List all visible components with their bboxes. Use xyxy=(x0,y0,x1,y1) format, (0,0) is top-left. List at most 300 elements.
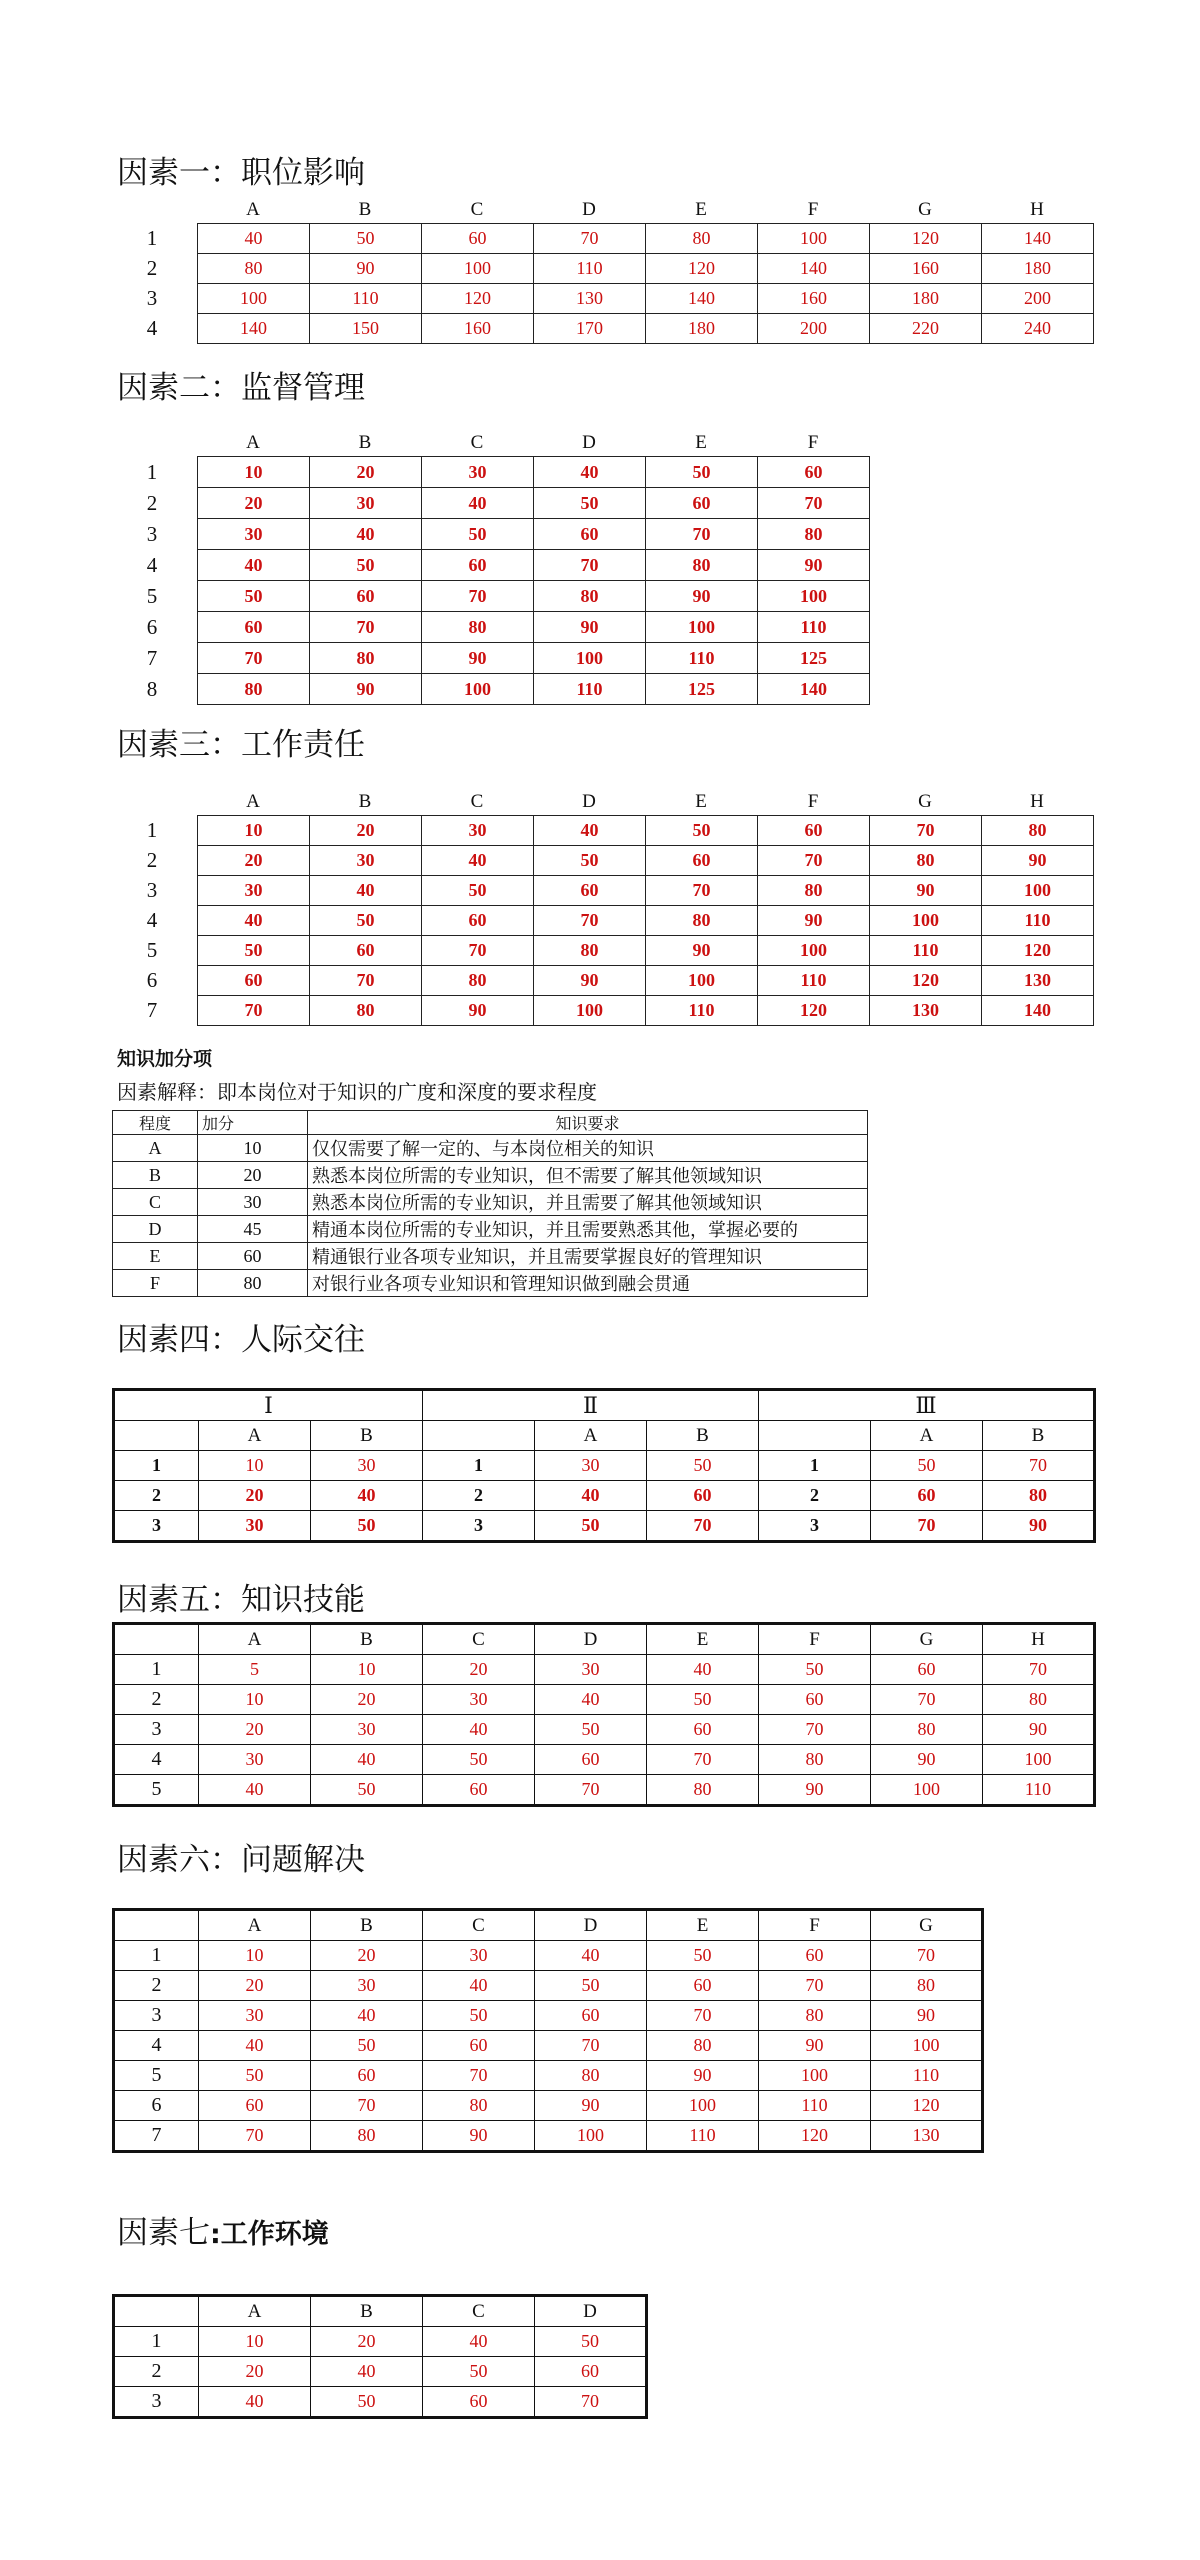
table-cell: 10 xyxy=(198,457,310,488)
factor4-sub-header: B xyxy=(647,1421,759,1451)
table-row xyxy=(113,1135,868,1162)
table-row xyxy=(198,936,1094,966)
table-cell: 80 xyxy=(646,224,758,254)
table-cell: 120 xyxy=(982,936,1094,966)
table-cell: 20 xyxy=(310,457,422,488)
table-cell: 100 xyxy=(646,966,758,996)
table-row xyxy=(114,1685,1095,1715)
table-row xyxy=(114,1941,983,1971)
table-cell: 120 xyxy=(646,254,758,284)
table-cell: 100 xyxy=(758,224,870,254)
table-cell: 110 xyxy=(982,906,1094,936)
f2-col-header: E xyxy=(695,432,707,453)
table-cell: 90 xyxy=(646,581,758,612)
f6-table xyxy=(112,1908,984,2153)
table-cell: 70 xyxy=(983,1655,1095,1685)
table-cell: A xyxy=(113,1135,198,1162)
table-cell: 30 xyxy=(199,1511,311,1542)
table-cell: 70 xyxy=(983,1451,1095,1481)
factor4-title: 因素四：人际交往 xyxy=(117,1322,365,1357)
table-cell: 70 xyxy=(758,488,870,519)
table-cell: 60 xyxy=(422,906,534,936)
table-cell: 40 xyxy=(311,2001,423,2031)
factor4-table xyxy=(112,1388,1096,1543)
f6-col-header: E xyxy=(647,1910,759,1941)
table-cell: 20 xyxy=(311,1685,423,1715)
corner-cell xyxy=(114,2296,199,2327)
table-row xyxy=(198,488,870,519)
table-cell: 90 xyxy=(983,1511,1095,1542)
table-cell: 100 xyxy=(758,936,870,966)
factor4-group-header: Ⅲ xyxy=(759,1390,1095,1421)
table-cell: 70 xyxy=(647,2001,759,2031)
table-cell: 60 xyxy=(422,550,534,581)
table-cell: 220 xyxy=(870,314,982,344)
table-row xyxy=(198,906,1094,936)
f2-row-label: 5 xyxy=(146,583,158,608)
f3-row-label: 2 xyxy=(146,848,158,872)
f6-row-label: 1 xyxy=(114,1941,199,1971)
table-cell: 70 xyxy=(535,2387,647,2418)
table-row xyxy=(198,224,1094,254)
table-cell: 20 xyxy=(198,488,310,519)
f7-row-label: 3 xyxy=(114,2387,199,2418)
table-row xyxy=(114,2091,983,2121)
table-cell: 60 xyxy=(646,846,758,876)
table-cell: 160 xyxy=(422,314,534,344)
table-cell: 125 xyxy=(758,643,870,674)
table-cell: 40 xyxy=(423,1715,535,1745)
table-cell: C xyxy=(113,1189,198,1216)
table-cell: 60 xyxy=(423,2031,535,2061)
table-row xyxy=(114,2357,647,2387)
f3-row-label: 5 xyxy=(146,938,158,962)
table-cell: 60 xyxy=(198,612,310,643)
table-cell: 90 xyxy=(535,2091,647,2121)
f3-row-label: 7 xyxy=(146,998,158,1022)
table-row xyxy=(198,996,1094,1026)
f6-col-header: G xyxy=(871,1910,983,1941)
table-row xyxy=(198,643,870,674)
table-cell: 40 xyxy=(198,550,310,581)
table-cell: 140 xyxy=(982,224,1094,254)
table-row xyxy=(113,1189,868,1216)
table-cell: 70 xyxy=(310,612,422,643)
table-cell: 90 xyxy=(983,1715,1095,1745)
table-cell: 60 xyxy=(534,876,646,906)
factor4-row-label: 2 xyxy=(114,1481,199,1511)
table-cell: 110 xyxy=(871,2061,983,2091)
table-cell: 70 xyxy=(423,2061,535,2091)
table-cell: 20 xyxy=(310,816,422,846)
table-cell: 100 xyxy=(871,2031,983,2061)
table-cell: 50 xyxy=(311,2031,423,2061)
table-cell: 110 xyxy=(646,996,758,1026)
f3-table xyxy=(197,815,1094,1026)
table-cell: 120 xyxy=(870,224,982,254)
table-cell: 70 xyxy=(759,1715,871,1745)
table-row xyxy=(198,846,1094,876)
table-cell: 80 xyxy=(310,643,422,674)
table-cell: 30 xyxy=(199,1745,311,1775)
table-cell: 20 xyxy=(199,1481,311,1511)
table-cell: 110 xyxy=(647,2121,759,2152)
table-cell: 90 xyxy=(759,2031,871,2061)
table-cell: 60 xyxy=(422,224,534,254)
table-cell: 40 xyxy=(199,2387,311,2418)
table-cell: 40 xyxy=(535,1941,647,1971)
table-cell: 110 xyxy=(534,674,646,705)
table-cell: 90 xyxy=(310,674,422,705)
table-cell: 60 xyxy=(311,2061,423,2091)
table-cell: 80 xyxy=(534,936,646,966)
table-cell: 100 xyxy=(982,876,1094,906)
table-cell: 20 xyxy=(423,1655,535,1685)
table-cell: 30 xyxy=(311,1971,423,2001)
factor4-row-label: 1 xyxy=(114,1451,199,1481)
table-cell: 110 xyxy=(534,254,646,284)
table-cell: 180 xyxy=(646,314,758,344)
f3-row-label: 6 xyxy=(146,968,158,992)
table-cell: 50 xyxy=(759,1655,871,1685)
table-cell: 50 xyxy=(423,2001,535,2031)
table-cell: 40 xyxy=(535,1481,647,1511)
table-cell: 90 xyxy=(870,876,982,906)
knowledge-header: 加分 xyxy=(198,1111,308,1135)
table-cell: 70 xyxy=(871,1685,983,1715)
table-row xyxy=(198,457,870,488)
table-cell: 80 xyxy=(983,1481,1095,1511)
table-cell: 120 xyxy=(870,966,982,996)
table-cell: 130 xyxy=(871,2121,983,2152)
f1-col-header: D xyxy=(582,199,596,220)
table-cell: 60 xyxy=(423,1775,535,1806)
f5-col-header: E xyxy=(647,1624,759,1655)
table-cell: 100 xyxy=(646,612,758,643)
table-cell: 40 xyxy=(422,846,534,876)
table-cell: 40 xyxy=(535,1685,647,1715)
f3-col-header: E xyxy=(695,791,707,812)
table-cell: 120 xyxy=(871,2091,983,2121)
table-cell: 熟悉本岗位所需的专业知识，并且需要了解其他领域知识 xyxy=(308,1189,868,1216)
table-row xyxy=(198,674,870,705)
table-cell: 70 xyxy=(758,846,870,876)
factor4-row-label: 3 xyxy=(423,1511,535,1542)
table-cell: 140 xyxy=(198,314,310,344)
f5-row-label: 4 xyxy=(114,1745,199,1775)
table-cell: 70 xyxy=(422,581,534,612)
f2-row-label: 2 xyxy=(146,490,158,515)
table-cell: 100 xyxy=(871,1775,983,1806)
table-cell: 140 xyxy=(758,674,870,705)
f2-row-label: 4 xyxy=(146,552,158,577)
table-cell: F xyxy=(113,1270,198,1297)
f5-row-label: 1 xyxy=(114,1655,199,1685)
table-cell: 50 xyxy=(646,457,758,488)
table-cell: 125 xyxy=(646,674,758,705)
table-cell: 70 xyxy=(871,1511,983,1542)
table-cell: 110 xyxy=(758,966,870,996)
table-cell: 80 xyxy=(422,612,534,643)
table-cell: 20 xyxy=(311,2327,423,2357)
table-cell: 40 xyxy=(199,2031,311,2061)
table-cell: 20 xyxy=(199,1971,311,2001)
table-cell: 80 xyxy=(871,1715,983,1745)
f3-row-label: 3 xyxy=(146,878,158,902)
table-cell: 50 xyxy=(198,581,310,612)
f2-row-label: 3 xyxy=(146,521,158,546)
table-cell: 10 xyxy=(311,1655,423,1685)
f6-row-label: 2 xyxy=(114,1971,199,2001)
factor4-row-label: 1 xyxy=(759,1451,871,1481)
table-cell: 70 xyxy=(534,224,646,254)
table-cell: 精通本岗位所需的专业知识，并且需要熟悉其他，掌握必要的 xyxy=(308,1216,868,1243)
table-cell: 100 xyxy=(422,254,534,284)
header-row xyxy=(114,2296,647,2327)
table-cell: 70 xyxy=(646,519,758,550)
table-cell: 30 xyxy=(422,816,534,846)
table-cell: 60 xyxy=(310,936,422,966)
f5-col-header: H xyxy=(983,1624,1095,1655)
table-cell: 100 xyxy=(983,1745,1095,1775)
table-cell: 60 xyxy=(198,966,310,996)
table-row xyxy=(113,1243,868,1270)
table-cell: 50 xyxy=(535,1511,647,1542)
table-cell: 45 xyxy=(198,1216,308,1243)
table-cell: 130 xyxy=(534,284,646,314)
table-row xyxy=(114,1655,1095,1685)
table-cell: 40 xyxy=(311,2357,423,2387)
table-cell: 160 xyxy=(758,284,870,314)
table-cell: 90 xyxy=(871,2001,983,2031)
factor7-title xyxy=(117,2215,329,2253)
knowledge-explain: 因素解释：即本岗位对于知识的广度和深度的要求程度 xyxy=(117,1082,597,1104)
table-cell: 10 xyxy=(198,816,310,846)
table-cell: 100 xyxy=(534,996,646,1026)
table-cell: 60 xyxy=(198,1243,308,1270)
table-cell: 80 xyxy=(870,846,982,876)
table-cell: 40 xyxy=(311,1481,423,1511)
table-cell: 80 xyxy=(422,966,534,996)
table-cell: 30 xyxy=(311,1451,423,1481)
factor3-title: 因素三：工作责任 xyxy=(117,727,365,762)
table-cell: 70 xyxy=(647,1745,759,1775)
table-row xyxy=(114,2001,983,2031)
table-cell: 60 xyxy=(199,2091,311,2121)
table-cell: 熟悉本岗位所需的专业知识，但不需要了解其他领域知识 xyxy=(308,1162,868,1189)
f1-col-header: A xyxy=(246,199,260,220)
factor4-row-label: 2 xyxy=(423,1481,535,1511)
factor5-title: 因素五：知识技能 xyxy=(117,1582,365,1617)
table-row xyxy=(198,254,1094,284)
table-cell: 20 xyxy=(199,2357,311,2387)
table-cell: 30 xyxy=(423,1941,535,1971)
table-cell: 60 xyxy=(535,2357,647,2387)
factor1-title: 因素一：职位影响 xyxy=(117,155,365,190)
factor4-sub-header: A xyxy=(199,1421,311,1451)
table-cell: 40 xyxy=(423,2327,535,2357)
f3-col-header: H xyxy=(1030,791,1044,812)
table-cell: 20 xyxy=(198,846,310,876)
table-row xyxy=(114,2061,983,2091)
f5-col-header: D xyxy=(535,1624,647,1655)
factor7-title-suffix: :工作环境 xyxy=(210,2219,329,2250)
table-cell: 100 xyxy=(759,2061,871,2091)
table-cell: 180 xyxy=(870,284,982,314)
f1-col-header: B xyxy=(358,199,372,220)
f2-row-label: 8 xyxy=(146,676,158,701)
subheader-row xyxy=(114,1421,1095,1451)
f6-col-header: F xyxy=(759,1910,871,1941)
table-cell: 80 xyxy=(198,254,310,284)
factor4-group-header: Ⅰ xyxy=(114,1390,423,1421)
table-cell: 60 xyxy=(534,519,646,550)
table-row xyxy=(113,1162,868,1189)
table-cell: 80 xyxy=(759,1745,871,1775)
table-cell: 50 xyxy=(871,1451,983,1481)
f3-col-header: B xyxy=(358,791,372,812)
table-cell: 110 xyxy=(646,643,758,674)
table-cell: D xyxy=(113,1216,198,1243)
f3-row-label: 4 xyxy=(146,908,158,932)
table-cell: 40 xyxy=(534,816,646,846)
corner-cell xyxy=(759,1421,871,1451)
f1-row-label: 1 xyxy=(146,226,158,250)
table-cell: 80 xyxy=(871,1971,983,2001)
f2-row-label: 7 xyxy=(146,645,158,670)
table-cell: 60 xyxy=(646,488,758,519)
table-row xyxy=(114,2327,647,2357)
f5-col-header: F xyxy=(759,1624,871,1655)
table-cell: 90 xyxy=(310,254,422,284)
table-cell: 50 xyxy=(310,224,422,254)
table-cell: 70 xyxy=(646,876,758,906)
knowledge-header: 程度 xyxy=(113,1111,198,1135)
table-cell: 40 xyxy=(310,519,422,550)
table-cell: 130 xyxy=(982,966,1094,996)
f7-col-header: D xyxy=(535,2296,647,2327)
table-cell: 30 xyxy=(198,1189,308,1216)
table-cell: 70 xyxy=(198,996,310,1026)
f1-col-header: H xyxy=(1030,199,1044,220)
table-cell: 30 xyxy=(198,876,310,906)
table-cell: 90 xyxy=(758,906,870,936)
table-cell: 200 xyxy=(982,284,1094,314)
f1-col-header: C xyxy=(470,199,484,220)
table-cell: 100 xyxy=(758,581,870,612)
table-cell: 40 xyxy=(310,876,422,906)
table-cell: 60 xyxy=(871,1655,983,1685)
table-cell: 20 xyxy=(198,1162,308,1189)
table-cell: 90 xyxy=(534,966,646,996)
table-row xyxy=(198,816,1094,846)
table-cell: 10 xyxy=(199,1451,311,1481)
table-row xyxy=(198,519,870,550)
header-row xyxy=(114,1624,1095,1655)
f5-row-label: 3 xyxy=(114,1715,199,1745)
table-cell: 30 xyxy=(535,1451,647,1481)
factor4-sub-header: B xyxy=(311,1421,423,1451)
table-cell: 60 xyxy=(647,1971,759,2001)
table-cell: 90 xyxy=(423,2121,535,2152)
factor4-row-label: 2 xyxy=(759,1481,871,1511)
table-cell: 70 xyxy=(199,2121,311,2152)
table-cell: 110 xyxy=(758,612,870,643)
factor4-row-label: 1 xyxy=(423,1451,535,1481)
table-row xyxy=(198,581,870,612)
table-cell: 70 xyxy=(198,643,310,674)
table-cell: 90 xyxy=(759,1775,871,1806)
f5-col-header: C xyxy=(423,1624,535,1655)
table-cell: 仅仅需要了解一定的、与本岗位相关的知识 xyxy=(308,1135,868,1162)
table-row xyxy=(114,1715,1095,1745)
factor2-title: 因素二：监督管理 xyxy=(117,370,365,405)
knowledge-heading: 知识加分项 xyxy=(117,1048,213,1070)
f7-col-header: A xyxy=(199,2296,311,2327)
factor6-title: 因素六：问题解决 xyxy=(117,1842,365,1877)
f6-row-label: 3 xyxy=(114,2001,199,2031)
table-cell: 100 xyxy=(198,284,310,314)
table-cell: 30 xyxy=(199,2001,311,2031)
table-cell: 70 xyxy=(870,816,982,846)
table-cell: 130 xyxy=(870,996,982,1026)
corner-cell xyxy=(423,1421,535,1451)
table-cell: 50 xyxy=(535,1715,647,1745)
table-cell: 50 xyxy=(534,846,646,876)
table-cell: 60 xyxy=(758,816,870,846)
table-cell: 90 xyxy=(647,2061,759,2091)
table-cell: 240 xyxy=(982,314,1094,344)
table-cell: 80 xyxy=(310,996,422,1026)
table-cell: 60 xyxy=(535,1745,647,1775)
table-row xyxy=(114,1971,983,2001)
table-cell: 50 xyxy=(311,2387,423,2418)
table-row xyxy=(114,2387,647,2418)
table-cell: 140 xyxy=(646,284,758,314)
table-cell: 140 xyxy=(758,254,870,284)
table-row xyxy=(114,1745,1095,1775)
table-cell: 80 xyxy=(758,876,870,906)
f3-col-header: C xyxy=(470,791,484,812)
table-cell: 30 xyxy=(423,1685,535,1715)
table-cell: 50 xyxy=(311,1511,423,1542)
table-cell: 70 xyxy=(310,966,422,996)
table-cell: 60 xyxy=(423,2387,535,2418)
table-cell: 40 xyxy=(198,224,310,254)
table-cell: 30 xyxy=(310,488,422,519)
table-cell: 50 xyxy=(422,876,534,906)
f1-row-label: 3 xyxy=(146,286,158,310)
table-cell: 70 xyxy=(534,906,646,936)
f5-col-header: A xyxy=(199,1624,311,1655)
table-cell: 10 xyxy=(198,1135,308,1162)
table-cell: 60 xyxy=(759,1941,871,1971)
f2-row-label: 1 xyxy=(146,459,158,484)
f6-col-header: A xyxy=(199,1910,311,1941)
table-cell: 70 xyxy=(759,1971,871,2001)
table-cell: 50 xyxy=(199,2061,311,2091)
f7-col-header: B xyxy=(311,2296,423,2327)
table-cell: 40 xyxy=(534,457,646,488)
f6-col-header: C xyxy=(423,1910,535,1941)
table-row xyxy=(198,314,1094,344)
f1-col-header: F xyxy=(807,199,819,220)
table-cell: 30 xyxy=(311,1715,423,1745)
table-cell: 90 xyxy=(982,846,1094,876)
table-cell: 160 xyxy=(870,254,982,284)
table-cell: 100 xyxy=(647,2091,759,2121)
table-cell: 120 xyxy=(422,284,534,314)
